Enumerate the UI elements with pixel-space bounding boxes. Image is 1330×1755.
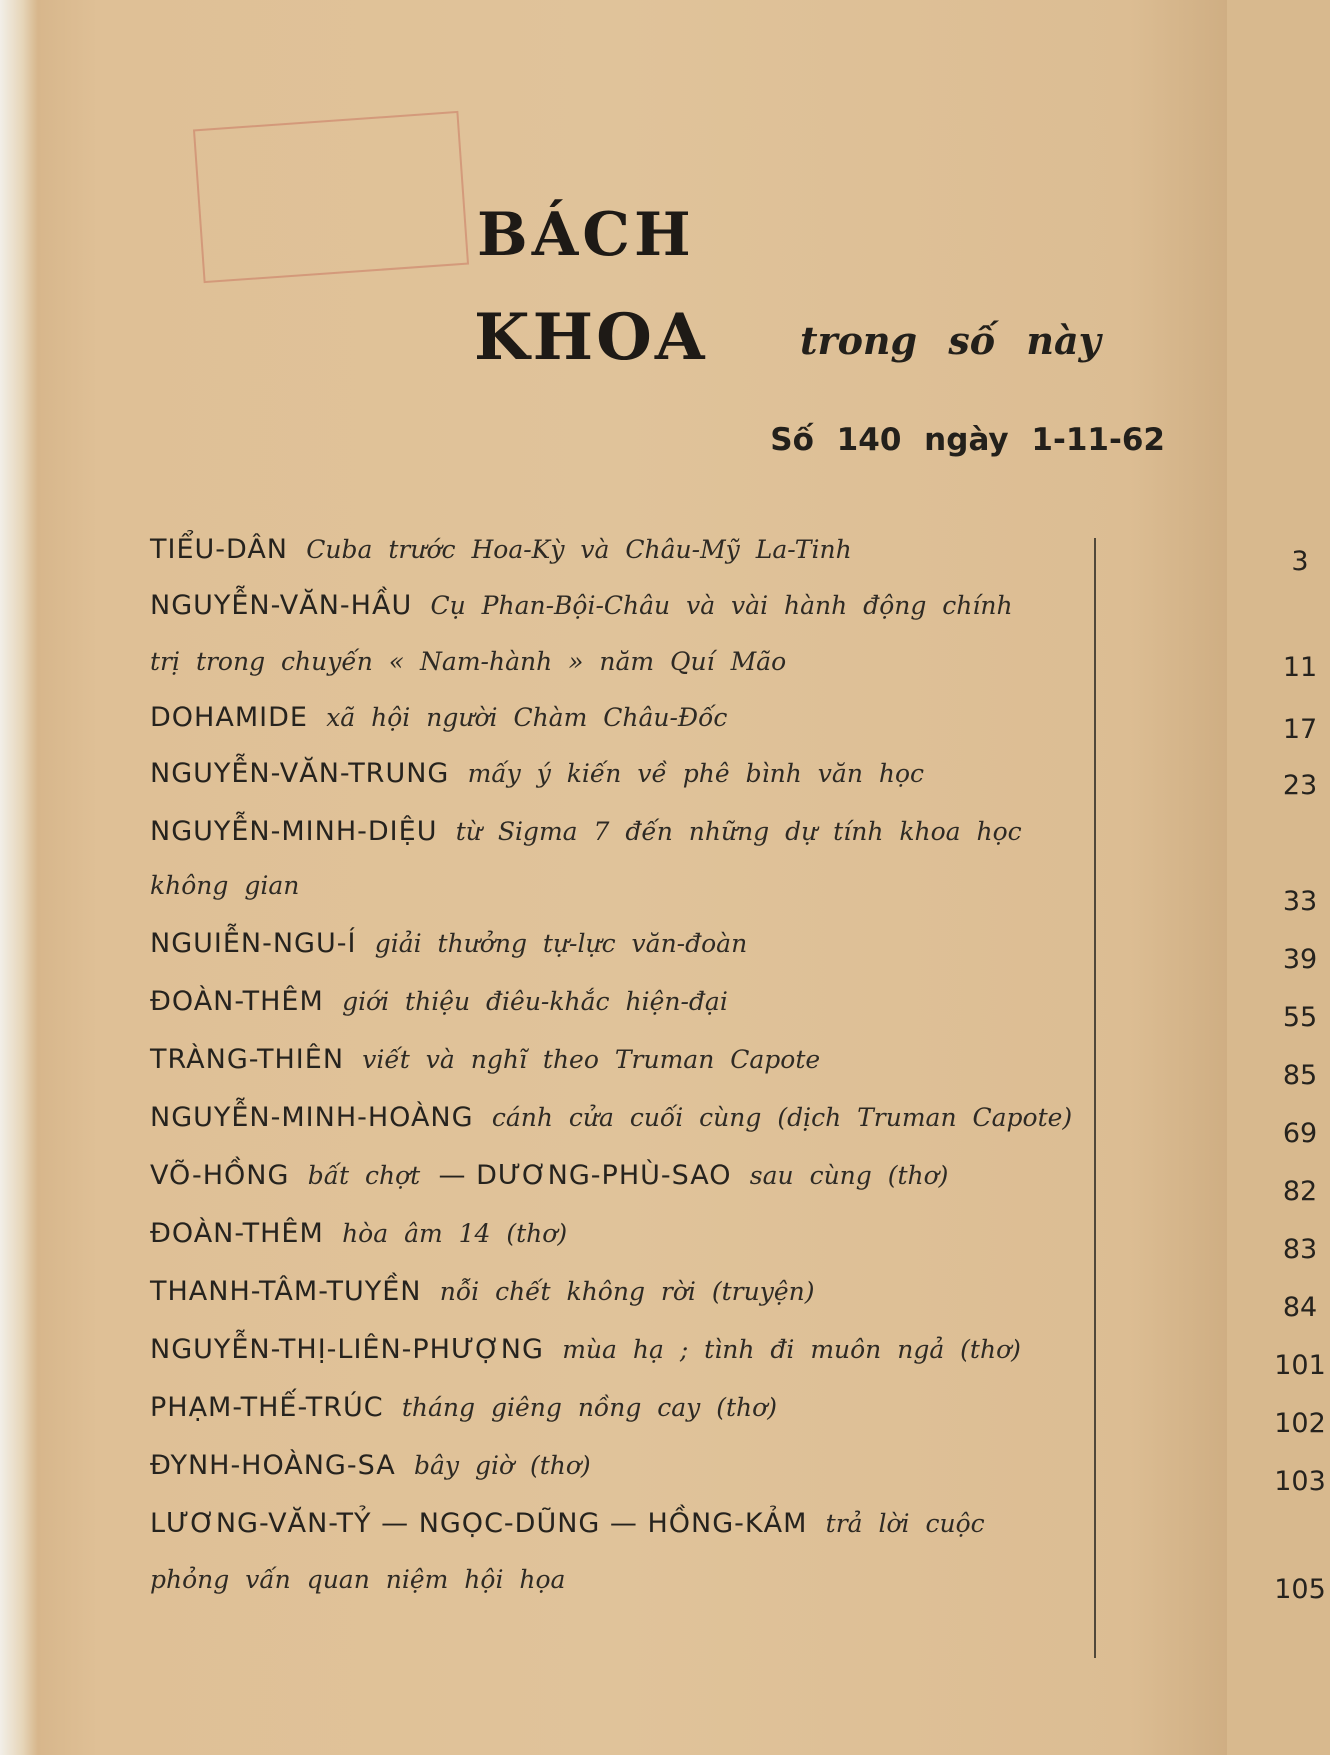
toc-entry	[150, 1330, 1070, 1370]
toc-entry-continuation	[150, 642, 1070, 682]
toc-title: không gian	[150, 871, 300, 900]
toc-entry-continuation	[150, 1560, 1070, 1600]
toc-title: mấy ý kiến về phê bình văn học	[467, 759, 925, 788]
toc-entry	[150, 1272, 1070, 1312]
toc-entry	[150, 1214, 1070, 1254]
toc-author: DOHAMIDE	[150, 702, 308, 733]
toc-page-number: 23	[1282, 770, 1318, 801]
toc-author: NGUIỄN-NGU-Í	[150, 928, 357, 959]
magazine-title-line1: BÁCH	[477, 200, 695, 270]
toc-author: NGUYỄN-VĂN-HẦU	[150, 590, 413, 621]
toc-entry-continuation	[150, 866, 1070, 906]
toc-author: NGUYỄN-MINH-HOÀNG	[150, 1102, 474, 1133]
toc-author: NGUYỄN-THỊ-LIÊN-PHƯỢNG	[150, 1334, 544, 1365]
toc-page-number: 3	[1291, 546, 1309, 577]
toc-title: Cuba trước Hoa-Kỳ và Châu-Mỹ La-Tinh	[306, 535, 852, 564]
toc-page-number: 85	[1282, 1060, 1318, 1091]
toc-entry	[150, 1156, 1070, 1196]
toc-page-number: 105	[1274, 1574, 1326, 1605]
toc-entry	[150, 530, 1070, 570]
toc-page-number: 101	[1274, 1350, 1326, 1381]
toc-title: tháng giêng nồng cay (thơ)	[401, 1393, 777, 1422]
toc-title: nỗi chết không rời (truyện)	[439, 1277, 815, 1306]
toc-page-number: 39	[1282, 944, 1318, 975]
toc-author: THANH-TÂM-TUYỀN	[150, 1276, 422, 1307]
toc-page-number: 103	[1274, 1466, 1326, 1497]
toc-entry	[150, 1446, 1070, 1486]
torn-page-edge	[0, 0, 38, 1755]
toc-author: NGUYỄN-MINH-DIỆU	[150, 816, 438, 847]
toc-title: xã hội người Chàm Châu-Đốc	[326, 703, 728, 732]
toc-page-number: 33	[1282, 886, 1318, 917]
toc-page-number: 83	[1282, 1234, 1318, 1265]
toc-author: ĐYNH-HOÀNG-SA	[150, 1450, 396, 1481]
toc-title: hòa âm 14 (thơ)	[342, 1219, 568, 1248]
toc-entry	[150, 754, 1070, 794]
toc-title: mùa hạ ; tình đi muôn ngả (thơ)	[562, 1335, 1021, 1364]
toc-title: bất chợt	[307, 1161, 421, 1190]
toc-author: TRÀNG-THIÊN	[150, 1044, 345, 1075]
toc-page-number: 55	[1282, 1002, 1318, 1033]
toc-title: trả lời cuộc	[825, 1509, 985, 1538]
toc-entry	[150, 924, 1070, 964]
issue-info: Số 140 ngày 1-11-62	[770, 422, 1165, 458]
toc-entry	[150, 1098, 1073, 1138]
toc-title: viết và nghĩ theo Truman Capote	[362, 1045, 821, 1074]
toc-title: cánh cửa cuối cùng (dịch Truman Capote)	[491, 1103, 1073, 1132]
toc-page-number: 69	[1282, 1118, 1318, 1149]
toc-title: phỏng vấn quan niệm hội họa	[150, 1565, 566, 1594]
toc-author: NGUYỄN-VĂN-TRUNG	[150, 758, 450, 789]
toc-author: ĐOÀN-THÊM	[150, 1218, 324, 1249]
toc-title-second: sau cùng (thơ)	[749, 1161, 949, 1190]
toc-page-number: 11	[1282, 652, 1318, 683]
toc-author: VÕ-HỒNG	[150, 1160, 290, 1191]
toc-page-number: 82	[1282, 1176, 1318, 1207]
toc-author: TIỂU-DÂN	[150, 534, 289, 565]
toc-title: Cụ Phan-Bội-Châu và vài hành động chính	[430, 591, 1013, 620]
toc-entry	[150, 1388, 1070, 1428]
toc-entry	[150, 982, 1070, 1022]
toc-page-number: 84	[1282, 1292, 1318, 1323]
toc-title: giới thiệu điêu-khắc hiện-đại	[342, 987, 728, 1016]
toc-author-second: — DƯƠNG-PHÙ-SAO	[438, 1160, 732, 1191]
toc-title: trị trong chuyến « Nam-hành » năm Quí Mão	[150, 647, 787, 676]
toc-entry	[150, 698, 1070, 738]
toc-entry	[150, 1504, 1070, 1544]
magazine-title-line2: KHOA	[474, 300, 708, 375]
toc-title: từ Sigma 7 đến những dự tính khoa học	[455, 817, 1022, 846]
toc-title: bây giờ (thơ)	[413, 1451, 591, 1480]
toc-entry	[150, 812, 1070, 852]
faded-stamp	[193, 111, 469, 283]
toc-author: LƯƠNG-VĂN-TỶ — NGỌC-DŨNG — HỒNG-KẢM	[150, 1508, 808, 1539]
toc-entry	[150, 586, 1070, 626]
toc-entry	[150, 1040, 1070, 1080]
toc-author: ĐOÀN-THÊM	[150, 986, 324, 1017]
toc-page-number: 17	[1282, 714, 1318, 745]
toc-page-number: 102	[1274, 1408, 1326, 1439]
toc-author: PHẠM-THẾ-TRÚC	[150, 1392, 384, 1423]
column-divider	[1094, 538, 1096, 1658]
toc-title: giải thưởng tự-lực văn-đoàn	[374, 929, 748, 958]
section-subtitle: trong số này	[800, 318, 1101, 363]
